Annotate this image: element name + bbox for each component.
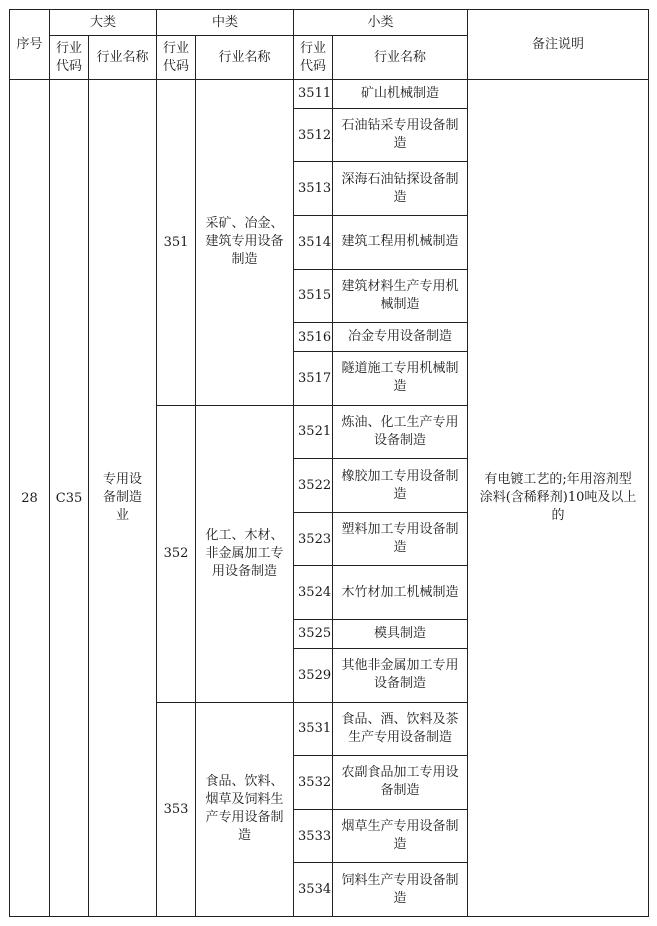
header-big-code: 行业 代码 bbox=[50, 36, 89, 80]
sub-class-code: 3521 bbox=[294, 405, 333, 459]
header-big-class: 大类 bbox=[50, 10, 157, 36]
sub-class-name: 冶金专用设备制造 bbox=[333, 323, 468, 352]
mid-class-code: 353 bbox=[157, 702, 196, 916]
sub-class-code: 3525 bbox=[294, 620, 333, 649]
sub-class-code: 3512 bbox=[294, 108, 333, 162]
header-small-name: 行业名称 bbox=[333, 36, 468, 80]
sub-class-code: 3532 bbox=[294, 756, 333, 810]
table-row bbox=[10, 80, 649, 109]
sub-class-name: 塑料加工专用设备制造 bbox=[333, 512, 468, 566]
header-remarks: 备注说明 bbox=[468, 10, 649, 80]
sub-class-code: 3524 bbox=[294, 566, 333, 620]
sub-class-name: 隧道施工专用机械制造 bbox=[333, 352, 468, 406]
sub-class-name: 橡胶加工专用设备制造 bbox=[333, 459, 468, 513]
header-mid-code: 行业 代码 bbox=[157, 36, 196, 80]
header-seq: 序号 bbox=[10, 10, 50, 80]
sub-class-name: 深海石油钻探设备制造 bbox=[333, 162, 468, 216]
sub-class-name: 木竹材加工机械制造 bbox=[333, 566, 468, 620]
sub-class-name: 其他非金属加工专用设备制造 bbox=[333, 648, 468, 702]
mid-class-name: 食品、饮料、烟草及饲料生产专用设备制造 bbox=[196, 702, 294, 916]
sub-class-code: 3533 bbox=[294, 809, 333, 863]
header-small-class: 小类 bbox=[294, 10, 468, 36]
row-seq: 28 bbox=[10, 80, 50, 917]
sub-class-code: 3517 bbox=[294, 352, 333, 406]
mid-class-name: 化工、木材、非金属加工专用设备制造 bbox=[196, 405, 294, 702]
sub-class-name: 石油钻采专用设备制造 bbox=[333, 108, 468, 162]
header-mid-class: 中类 bbox=[157, 10, 294, 36]
big-class-code: C35 bbox=[50, 80, 89, 917]
big-class-name: 专用设备制造业 bbox=[89, 80, 157, 917]
sub-class-code: 3534 bbox=[294, 863, 333, 917]
sub-class-code: 3511 bbox=[294, 80, 333, 109]
sub-class-code: 3529 bbox=[294, 648, 333, 702]
header-mid-name: 行业名称 bbox=[196, 36, 294, 80]
sub-class-name: 炼油、化工生产专用设备制造 bbox=[333, 405, 468, 459]
sub-class-code: 3523 bbox=[294, 512, 333, 566]
sub-class-code: 3513 bbox=[294, 162, 333, 216]
mid-class-name: 采矿、冶金、建筑专用设备制造 bbox=[196, 80, 294, 406]
sub-class-code: 3516 bbox=[294, 323, 333, 352]
industry-table bbox=[9, 9, 649, 917]
sub-class-code: 3531 bbox=[294, 702, 333, 756]
table-body bbox=[10, 80, 649, 917]
mid-class-code: 351 bbox=[157, 80, 196, 406]
sub-class-name: 建筑工程用机械制造 bbox=[333, 216, 468, 270]
sub-class-code: 3514 bbox=[294, 216, 333, 270]
header-small-code: 行业 代码 bbox=[294, 36, 333, 80]
remark-cell: 有电镀工艺的;年用溶剂型涂料(含稀释剂)10吨及以上的 bbox=[468, 80, 649, 917]
sub-class-name: 模具制造 bbox=[333, 620, 468, 649]
sub-class-name: 农副食品加工专用设备制造 bbox=[333, 756, 468, 810]
header-big-name: 行业名称 bbox=[89, 36, 157, 80]
sub-class-name: 烟草生产专用设备制造 bbox=[333, 809, 468, 863]
sub-class-name: 建筑材料生产专用机械制造 bbox=[333, 269, 468, 323]
sub-class-name: 矿山机械制造 bbox=[333, 80, 468, 109]
sub-class-code: 3522 bbox=[294, 459, 333, 513]
sub-class-code: 3515 bbox=[294, 269, 333, 323]
sub-class-name: 饲料生产专用设备制造 bbox=[333, 863, 468, 917]
sub-class-name: 食品、酒、饮料及茶生产专用设备制造 bbox=[333, 702, 468, 756]
mid-class-code: 352 bbox=[157, 405, 196, 702]
